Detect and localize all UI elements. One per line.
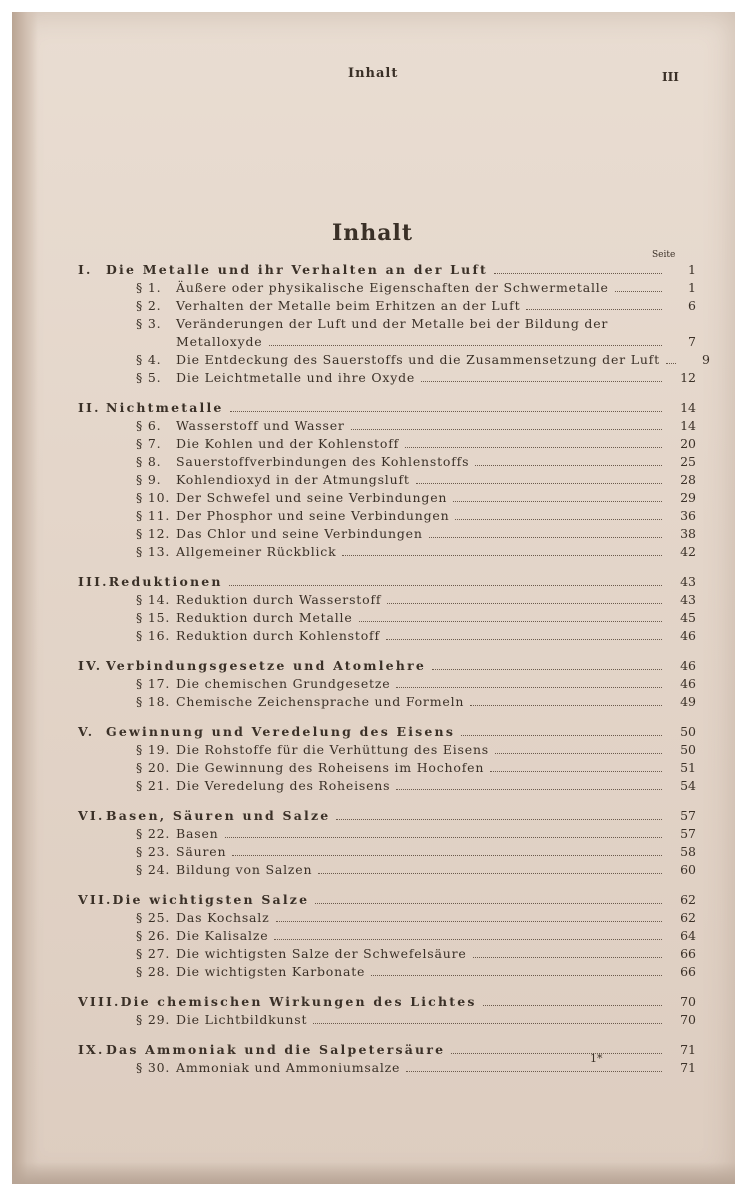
toc-page-number: 46 xyxy=(680,658,696,673)
book-spine-shadow xyxy=(12,12,38,1184)
signature-mark: 1* xyxy=(590,1052,603,1065)
toc-section-row xyxy=(78,740,696,758)
toc-entry-number: § 15. xyxy=(136,610,171,625)
toc-entry-title: Allgemeiner Rückblick xyxy=(176,544,337,559)
toc-chapter-row xyxy=(78,656,696,674)
toc-chapter-row xyxy=(78,992,696,1010)
toc-entry-title: Basen, Säuren und Salze xyxy=(106,808,331,823)
toc-page-number: 62 xyxy=(680,892,696,907)
toc-page-number: 57 xyxy=(680,808,696,823)
page-number: III xyxy=(662,70,679,84)
toc-entry-title: Metalloxyde xyxy=(176,334,263,349)
toc-page-number: 14 xyxy=(680,418,696,433)
toc-section-row xyxy=(78,314,696,332)
toc-page-number: 1 xyxy=(688,280,696,295)
toc-section-row xyxy=(78,542,696,560)
toc-section-row xyxy=(78,1010,696,1028)
toc-leader-dots xyxy=(229,585,662,586)
toc-entry-number: § 26. xyxy=(136,928,171,943)
toc-entry-number: § 17. xyxy=(136,676,171,691)
toc-page-number: 29 xyxy=(680,490,696,505)
toc-entry-number: § 4. xyxy=(136,352,162,367)
toc-section-row xyxy=(78,296,696,314)
toc-page-number: 25 xyxy=(680,454,696,469)
toc-entry-title: Die Entdeckung des Sauerstoffs und die Zusammensetzung der Luft xyxy=(176,352,660,367)
page-column-label: Seite xyxy=(652,250,676,260)
toc-section-row xyxy=(78,350,710,368)
toc-section-row xyxy=(78,860,696,878)
toc-page-number: 38 xyxy=(680,526,696,541)
toc-entry-number: § 1. xyxy=(136,280,162,295)
toc-leader-dots xyxy=(473,957,662,958)
toc-section-row xyxy=(78,944,696,962)
toc-section-row xyxy=(78,506,696,524)
toc-entry-title: Reduktion durch Kohlenstoff xyxy=(176,628,380,643)
toc-section-row xyxy=(78,368,696,386)
toc-page-number: 45 xyxy=(680,610,696,625)
toc-chapter-row xyxy=(78,398,696,416)
toc-section-row xyxy=(78,452,696,470)
toc-leader-dots xyxy=(495,753,662,754)
toc-section-row xyxy=(78,608,696,626)
toc-entry-title: Die Kohlen und der Kohlenstoff xyxy=(176,436,400,451)
toc-entry-number: IX. xyxy=(78,1042,105,1057)
toc-entry-number: § 24. xyxy=(136,862,171,877)
toc-entry-number: § 10. xyxy=(136,490,171,505)
toc-entry-number: § 16. xyxy=(136,628,171,643)
toc-entry-number: § 14. xyxy=(136,592,171,607)
toc-entry-number: § 9. xyxy=(136,472,162,487)
toc-entry-number: I. xyxy=(78,262,93,277)
toc-leader-dots xyxy=(455,519,662,520)
toc-chapter-row xyxy=(78,722,696,740)
toc-chapter-row xyxy=(78,572,696,590)
toc-section-row xyxy=(78,488,696,506)
toc-entry-number: § 19. xyxy=(136,742,171,757)
toc-entry-number: § 13. xyxy=(136,544,171,559)
toc-leader-dots xyxy=(313,1023,662,1024)
toc-entry-title: Die Rohstoffe für die Verhüttung des Eisens xyxy=(176,742,490,757)
toc-leader-dots xyxy=(342,555,662,556)
toc-leader-dots xyxy=(475,465,662,466)
toc-leader-dots xyxy=(396,789,662,790)
toc-entry-number: § 20. xyxy=(136,760,171,775)
toc-section-row xyxy=(78,416,696,434)
toc-leader-dots xyxy=(666,363,676,364)
toc-section-row xyxy=(78,908,696,926)
toc-entry-title: Der Schwefel und seine Verbindungen xyxy=(176,490,448,505)
toc-entry-title: Säuren xyxy=(176,844,227,859)
toc-entry-number: § 2. xyxy=(136,298,162,313)
toc-leader-dots xyxy=(351,429,662,430)
toc-page-number: 9 xyxy=(701,352,710,367)
toc-entry-title: Das Chlor und seine Verbindungen xyxy=(176,526,423,541)
toc-entry-number: § 29. xyxy=(136,1012,171,1027)
toc-leader-dots xyxy=(451,1053,662,1054)
toc-entry-title: Die chemischen Wirkungen des Lichtes xyxy=(120,994,477,1009)
toc-spacer xyxy=(78,1028,696,1040)
toc-entry-number: V. xyxy=(78,724,95,739)
table-of-contents xyxy=(78,260,710,1076)
toc-section-row xyxy=(78,824,696,842)
toc-entry-title: Die wichtigsten Karbonate xyxy=(176,964,366,979)
toc-entry-title: Verhalten der Metalle beim Erhitzen an der Luft xyxy=(176,298,521,313)
toc-page-number: 50 xyxy=(680,724,696,739)
toc-entry-title: Die Lichtbildkunst xyxy=(176,1012,308,1027)
toc-section-row xyxy=(78,776,696,794)
toc-entry-number: § 12. xyxy=(136,526,171,541)
toc-leader-dots xyxy=(371,975,662,976)
toc-page-number: 58 xyxy=(680,844,696,859)
toc-entry-number: § 25. xyxy=(136,910,171,925)
toc-page-number: 49 xyxy=(680,694,696,709)
toc-entry-number: § 8. xyxy=(136,454,162,469)
toc-leader-dots xyxy=(336,819,662,820)
toc-page-number: 70 xyxy=(680,994,696,1009)
toc-page-number: 46 xyxy=(680,628,696,643)
toc-page-number: 51 xyxy=(680,760,696,775)
toc-page-number: 46 xyxy=(680,676,696,691)
toc-spacer xyxy=(78,794,696,806)
toc-entry-number: § 7. xyxy=(136,436,162,451)
toc-page-number: 1 xyxy=(688,262,696,277)
toc-page-number: 57 xyxy=(680,826,696,841)
book-page xyxy=(12,12,735,1184)
toc-leader-dots xyxy=(416,483,662,484)
toc-section-row xyxy=(78,524,696,542)
toc-chapter-row xyxy=(78,890,696,908)
toc-entry-number: VI. xyxy=(78,808,105,823)
toc-section-row xyxy=(78,278,696,296)
toc-entry-title: Reduktionen xyxy=(108,574,223,589)
toc-leader-dots xyxy=(276,921,663,922)
toc-entry-title: Die wichtigsten Salze der Schwefelsäure xyxy=(176,946,467,961)
toc-section-row xyxy=(78,1058,696,1076)
toc-entry-title: Chemische Zeichensprache und Formeln xyxy=(176,694,465,709)
toc-page-number: 71 xyxy=(680,1042,696,1057)
toc-page-number: 62 xyxy=(680,910,696,925)
toc-entry-title: Veränderungen der Luft und der Metalle bei der Bildung der xyxy=(176,316,609,331)
toc-chapter-row xyxy=(78,1040,696,1058)
toc-entry-number: III. xyxy=(78,574,109,589)
toc-section-row xyxy=(78,470,696,488)
toc-entry-number: § 30. xyxy=(136,1060,171,1075)
toc-entry-title: Bildung von Salzen xyxy=(176,862,313,877)
toc-page-number: 60 xyxy=(680,862,696,877)
toc-entry-number: VII. xyxy=(78,892,113,907)
toc-entry-title: Basen xyxy=(176,826,219,841)
toc-leader-dots xyxy=(406,1071,662,1072)
toc-entry-title: Reduktion durch Wasserstoff xyxy=(176,592,382,607)
toc-section-row xyxy=(78,626,696,644)
toc-page-number: 43 xyxy=(680,574,696,589)
toc-entry-number: § 3. xyxy=(136,316,162,331)
toc-leader-dots xyxy=(315,903,662,904)
toc-page-number: 70 xyxy=(680,1012,696,1027)
toc-entry-title: Die Veredelung des Roheisens xyxy=(176,778,391,793)
toc-page-number: 66 xyxy=(680,964,696,979)
toc-spacer xyxy=(78,644,696,656)
toc-page-number: 6 xyxy=(688,298,696,313)
toc-entry-number: § 5. xyxy=(136,370,162,385)
toc-leader-dots xyxy=(432,669,662,670)
toc-leader-dots xyxy=(387,603,662,604)
toc-entry-title: Die chemischen Grundgesetze xyxy=(176,676,391,691)
toc-section-row xyxy=(78,962,696,980)
toc-chapter-row xyxy=(78,806,696,824)
toc-section-row xyxy=(78,842,696,860)
toc-page-number: 20 xyxy=(680,436,696,451)
toc-entry-title: Sauerstoffverbindungen des Kohlenstoffs xyxy=(176,454,470,469)
toc-entry-number: § 6. xyxy=(136,418,162,433)
toc-page-number: 50 xyxy=(680,742,696,757)
toc-entry-title: Nichtmetalle xyxy=(106,400,224,415)
toc-page-number: 7 xyxy=(688,334,696,349)
toc-leader-dots xyxy=(359,621,662,622)
toc-entry-title: Wasserstoff und Wasser xyxy=(176,418,345,433)
toc-entry-number: II. xyxy=(78,400,101,415)
toc-page-number: 28 xyxy=(680,472,696,487)
toc-leader-dots xyxy=(615,291,662,292)
toc-page-number: 71 xyxy=(680,1060,696,1075)
toc-entry-title: Die Leichtmetalle und ihre Oxyde xyxy=(176,370,416,385)
toc-leader-dots xyxy=(490,771,662,772)
toc-page-number: 12 xyxy=(680,370,696,385)
toc-entry-number: § 11. xyxy=(136,508,171,523)
toc-section-row xyxy=(78,692,696,710)
toc-leader-dots xyxy=(494,273,662,274)
running-header: Inhalt xyxy=(348,66,399,81)
toc-entry-title: Reduktion durch Metalle xyxy=(176,610,353,625)
toc-section-row xyxy=(78,926,696,944)
toc-leader-dots xyxy=(396,687,662,688)
toc-entry-title: Die Gewinnung des Roheisens im Hochofen xyxy=(176,760,485,775)
toc-page-number: 66 xyxy=(680,946,696,961)
toc-entry-title: Der Phosphor und seine Verbindungen xyxy=(176,508,450,523)
toc-section-row xyxy=(78,758,696,776)
toc-leader-dots xyxy=(461,735,662,736)
toc-spacer xyxy=(78,386,696,398)
toc-page-number: 36 xyxy=(680,508,696,523)
toc-leader-dots xyxy=(225,837,662,838)
toc-spacer xyxy=(78,560,696,572)
toc-section-row xyxy=(78,674,696,692)
toc-entry-title: Das Kochsalz xyxy=(176,910,270,925)
toc-leader-dots xyxy=(421,381,662,382)
toc-entry-number: § 28. xyxy=(136,964,171,979)
toc-spacer xyxy=(78,878,696,890)
toc-entry-title: Kohlendioxyd in der Atmungsluft xyxy=(176,472,410,487)
toc-leader-dots xyxy=(318,873,662,874)
page-title: Inhalt xyxy=(332,220,414,246)
toc-leader-dots xyxy=(526,309,662,310)
toc-entry-title: Die wichtigsten Salze xyxy=(112,892,310,907)
toc-leader-dots xyxy=(470,705,662,706)
toc-spacer xyxy=(78,710,696,722)
toc-page-number: 64 xyxy=(680,928,696,943)
toc-entry-title: Die Metalle und ihr Verhalten an der Luft xyxy=(106,262,488,277)
toc-leader-dots xyxy=(230,411,662,412)
toc-section-row xyxy=(78,332,696,350)
toc-section-row xyxy=(78,590,696,608)
toc-leader-dots xyxy=(483,1005,662,1006)
toc-entry-title: Ammoniak und Ammoniumsalze xyxy=(176,1060,401,1075)
toc-page-number: 14 xyxy=(680,400,696,415)
toc-page-number: 42 xyxy=(680,544,696,559)
toc-entry-number: VIII. xyxy=(78,994,121,1009)
toc-chapter-row xyxy=(78,260,696,278)
toc-section-row xyxy=(78,434,696,452)
toc-entry-number: § 23. xyxy=(136,844,171,859)
toc-entry-title: Das Ammoniak und die Salpetersäure xyxy=(106,1042,446,1057)
toc-leader-dots xyxy=(269,345,662,346)
toc-leader-dots xyxy=(232,855,662,856)
toc-leader-dots xyxy=(386,639,662,640)
toc-entry-number: § 18. xyxy=(136,694,171,709)
toc-page-number: 54 xyxy=(680,778,696,793)
toc-leader-dots xyxy=(429,537,662,538)
toc-leader-dots xyxy=(274,939,662,940)
toc-entry-number: § 22. xyxy=(136,826,171,841)
toc-entry-title: Die Kalisalze xyxy=(176,928,269,943)
toc-entry-number: IV. xyxy=(78,658,103,673)
toc-leader-dots xyxy=(453,501,662,502)
page-bottom-edge xyxy=(12,1162,735,1184)
toc-leader-dots xyxy=(405,447,662,448)
toc-entry-title: Verbindungsgesetze und Atomlehre xyxy=(106,658,427,673)
toc-entry-number: § 21. xyxy=(136,778,171,793)
toc-spacer xyxy=(78,980,696,992)
toc-entry-number: § 27. xyxy=(136,946,171,961)
toc-entry-title: Gewinnung und Veredelung des Eisens xyxy=(106,724,456,739)
toc-entry-title: Äußere oder physikalische Eigenschaften der Schwermetalle xyxy=(176,280,609,295)
toc-page-number: 43 xyxy=(680,592,696,607)
